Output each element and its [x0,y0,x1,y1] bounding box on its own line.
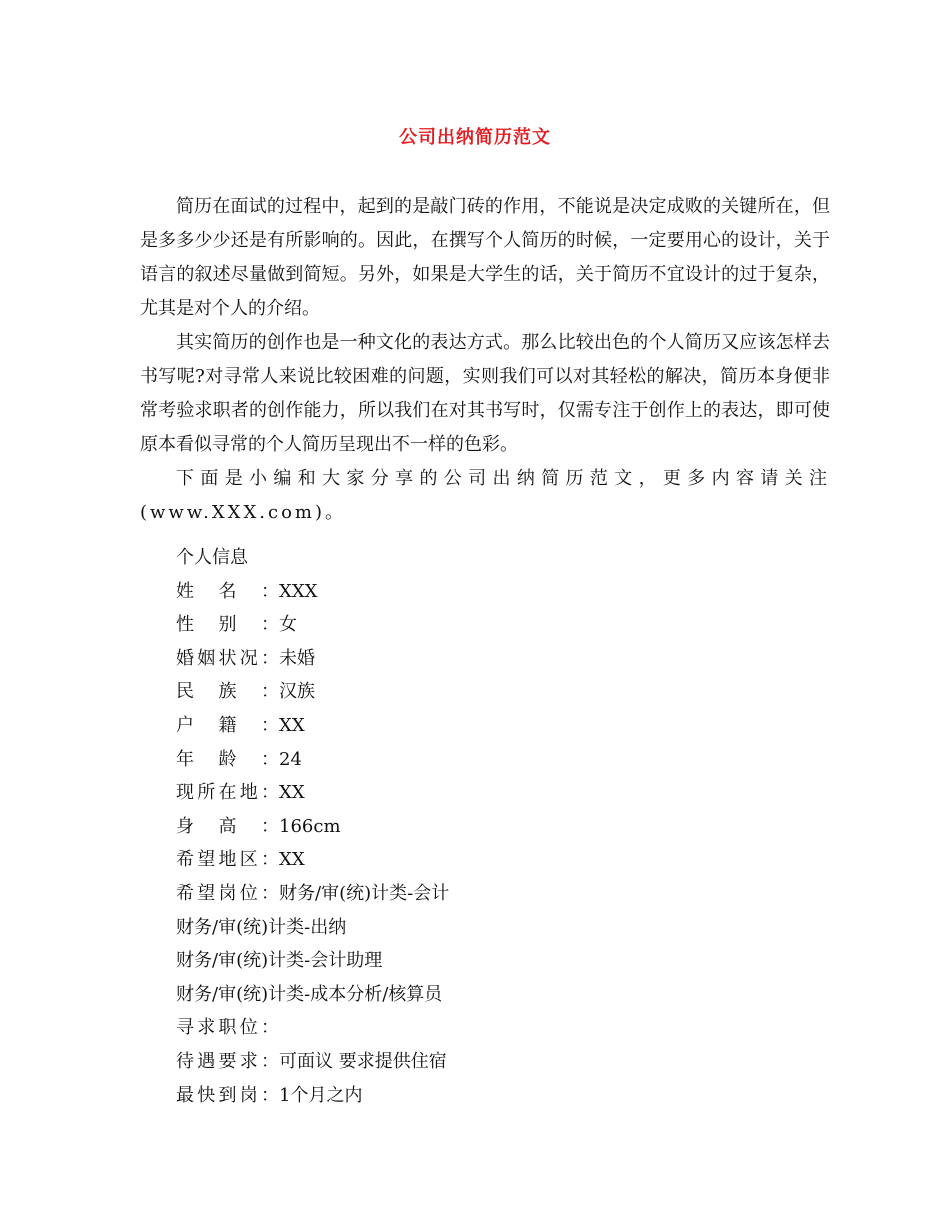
field-value: 166cm [279,815,341,837]
field-row [140,608,840,642]
field-row [140,843,840,877]
field-value: 女 [279,614,297,636]
field-value: 财务/审(统)计类-会计 [279,882,450,904]
field-value: 未婚 [279,647,315,669]
field-label: 性别： [176,614,279,636]
field-row [140,776,840,810]
field-row [140,1045,840,1079]
field-label: 婚姻状况： [176,647,279,669]
position-line: 财务/审(统)计类-成本分析/核算员 [176,983,443,1005]
field-label: 希望岗位： [176,882,279,904]
field-value: XX [279,782,305,804]
field-value: 1个月之内 [279,1084,363,1106]
paragraph: 其实简历的创作也是一种文化的表达方式。那么比较出色的个人简历又应该怎样去书写呢?对寻常人来说比较困难的问题，实则我们可以对其轻松的解决，简历本身便非常考验求职者的创作能力，所以我们在对其书写时，仅需专注于创作上的表达，即可使原本看似寻常的个人简历呈现出不一样的色彩。 [140,332,830,455]
section-heading: 个人信息 [176,547,248,568]
intro-text [140,190,830,530]
field-label: 身高： [176,815,279,837]
paragraph: 下面是小编和大家分享的公司出纳简历范文，更多内容请关注(www.XXX.com)。 [140,468,830,523]
field-row [140,1079,840,1113]
field-label: 希望地区： [176,849,279,871]
field-label: 民族： [176,681,279,703]
field-value: XXX [279,580,318,602]
personal-info-section [140,541,840,1112]
field-label: 姓名： [176,580,279,602]
field-row [140,743,840,777]
paragraph: 简历在面试的过程中，起到的是敲门砖的作用，不能说是决定成败的关键所在，但是多多少少还是有所影响的。因此，在撰写个人简历的时候，一定要用心的设计，关于语言的叙述尽量做到简短。另外，如果是大学生的话，关于简历不宜设计的过于复杂，尤其是对个人的介绍。 [140,196,830,319]
field-label: 最快到岗： [176,1084,279,1106]
field-row [140,877,840,911]
field-row [140,642,840,676]
field-value: 可面议 要求提供住宿 [279,1050,447,1072]
field-label: 年龄： [176,748,279,770]
field-row [140,675,840,709]
field-label: 现所在地： [176,782,279,804]
field-value: XX [279,849,305,871]
field-row [140,709,840,743]
field-value: XX [279,714,305,736]
field-row [140,1011,840,1045]
position-line: 财务/审(统)计类-出纳 [176,916,347,938]
field-row [140,810,840,844]
field-value: 汉族 [279,681,315,703]
page-title: 公司出纳简历范文 [399,127,551,148]
field-label: 待遇要求： [176,1050,279,1072]
position-line: 财务/审(统)计类-会计助理 [176,950,383,972]
field-row [140,575,840,609]
field-label: 寻求职位： [176,1017,279,1039]
field-value: 24 [279,748,302,770]
field-label: 户籍： [176,714,279,736]
